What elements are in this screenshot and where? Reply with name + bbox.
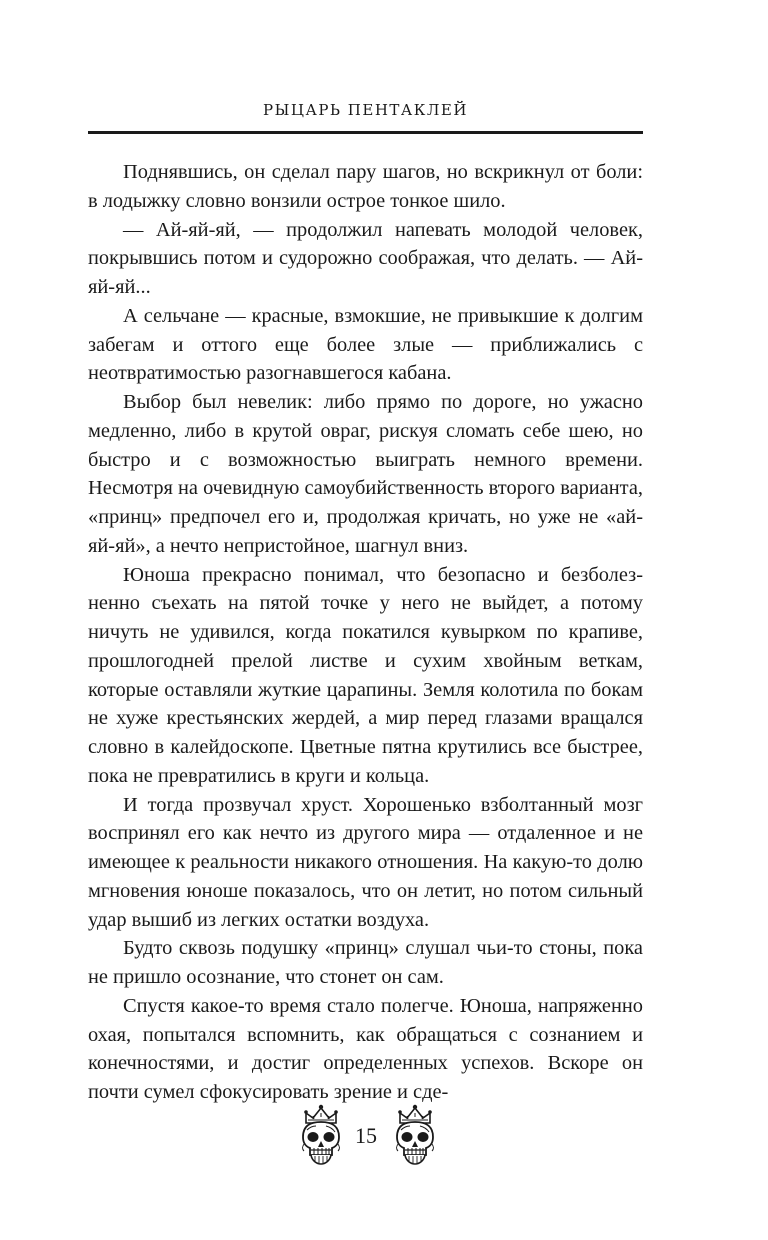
paragraph: Будто сквозь подушку «принц» слушал чьи-то стоны, пока не пришло осознание, что стонет он сам.	[88, 937, 643, 988]
crowned-skull-icon	[298, 1103, 344, 1167]
header-rule	[88, 131, 643, 134]
paragraph: Выбор был невелик: либо прямо по дороге, но ужасно медленно, либо в крутой овраг, рискуя сломать себе шею, но быстро и с возможностью выиграть немного времени. Несмотря на очевидную самоубийственность второго варианта, «принц» предпочел его и, продолжая кричать, но уже не «ай-яй-яй», а нечто непристойное, шагнул вниз.	[88, 391, 643, 557]
running-head: РЫЦАРЬ ПЕНТАКЛЕЙ	[263, 101, 468, 119]
page-footer	[0, 1103, 768, 1173]
crowned-skull-icon	[392, 1103, 438, 1167]
paragraph: И тогда прозвучал хруст. Хорошенько взболтанный мозг воспринял его как нечто из другого мира — отдаленное и не имеющее к реальности никакого отношения. На какую-то долю мгновения юноше показалось, что он летит, но потом сильный удар вышиб из легких остатки воздуха.	[88, 793, 643, 931]
paragraph: Поднявшись, он сделал пару шагов, но вскрикнул от боли: в лодыжку словно вонзили острое тонкое шило.	[88, 161, 643, 212]
body-text	[88, 158, 643, 1107]
paragraph: — Ай-яй-яй, — продолжил напевать молодой человек, покрывшись потом и судорожно соображая, что делать. — Ай-яй-яй...	[88, 218, 643, 298]
paragraph: Юноша прекрасно понимал, что безопасно и безболезненно съехать на пятой точке у него не выйдет, а потому ничуть не удивился, когда покатился кувырком по крапиве, прошлогодней прелой листве и сухим хвойным веткам, которые оставляли жуткие царапины. Земля колотила по бокам не хуже крестьянских жердей, а мир перед глазами вращался словно в калейдоскопе. Цветные пятна крутились все быстрее, пока не превратились в круги и кольца.	[88, 563, 643, 787]
page-number: 15	[355, 1123, 377, 1148]
paragraph: Спустя какое-то время стало полегче. Юноша, напряженно охая, попытался вспомнить, как обращаться с сознанием и конечностями, и достиг определенных успехов. Вскоре он почти сумел сфокусировать зрение и сде-	[88, 994, 643, 1103]
paragraph: А сельчане — красные, взмокшие, не привыкшие к долгим забегам и оттого еще более злые — приближались с неотвратимостью разогнавшегося кабана.	[88, 304, 643, 385]
